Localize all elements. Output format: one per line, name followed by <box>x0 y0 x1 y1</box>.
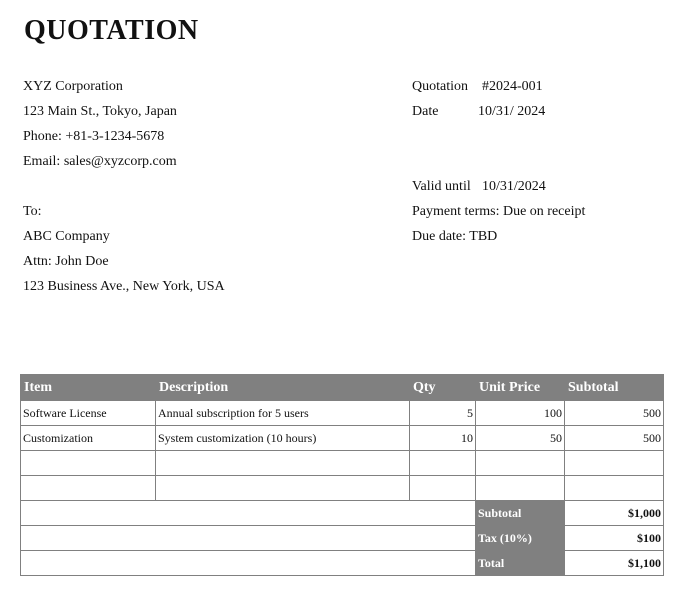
summary-spacer <box>21 526 476 551</box>
summary-total-value: $1,100 <box>565 551 664 576</box>
recipient-company: ABC Company <box>23 229 110 244</box>
seller-name: XYZ Corporation <box>23 79 123 94</box>
payment-terms: Payment terms: Due on receipt <box>412 204 586 219</box>
summary-tax-label: Tax (10%) <box>476 526 565 551</box>
recipient-address: 123 Business Ave., New York, USA <box>23 279 225 294</box>
date-label: Date <box>412 104 439 119</box>
empty-cell <box>156 451 410 476</box>
seller-address: 123 Main St., Tokyo, Japan <box>23 104 177 119</box>
seller-phone: Phone: +81-3-1234-5678 <box>23 129 165 144</box>
empty-cell <box>21 476 156 501</box>
to-label: To: <box>23 204 42 219</box>
summary-spacer <box>21 551 476 576</box>
header-qty: Qty <box>410 375 476 401</box>
summary-subtotal-row <box>21 501 664 526</box>
empty-cell <box>476 476 565 501</box>
table-header-row <box>21 375 664 401</box>
empty-cell <box>565 476 664 501</box>
empty-cell <box>21 451 156 476</box>
row-unit-price: 100 <box>476 401 565 426</box>
table-row-empty <box>21 451 664 476</box>
table-row <box>21 426 664 451</box>
row-description: Annual subscription for 5 users <box>156 401 410 426</box>
summary-spacer <box>21 501 476 526</box>
row-qty: 10 <box>410 426 476 451</box>
quotation-label: Quotation <box>412 79 468 94</box>
empty-cell <box>476 451 565 476</box>
header-description: Description <box>156 375 410 401</box>
summary-total-label: Total <box>476 551 565 576</box>
row-qty: 5 <box>410 401 476 426</box>
recipient-attn: Attn: John Doe <box>23 254 109 269</box>
row-subtotal: 500 <box>565 426 664 451</box>
table-row <box>21 401 664 426</box>
items-table <box>20 374 664 576</box>
row-description: System customization (10 hours) <box>156 426 410 451</box>
empty-cell <box>156 476 410 501</box>
date-value: 10/31/ 2024 <box>478 104 546 119</box>
summary-tax-value: $100 <box>565 526 664 551</box>
empty-cell <box>410 476 476 501</box>
summary-subtotal-label: Subtotal <box>476 501 565 526</box>
document-title: QUOTATION <box>24 15 199 46</box>
summary-tax-row <box>21 526 664 551</box>
empty-cell <box>565 451 664 476</box>
row-subtotal: 500 <box>565 401 664 426</box>
due-date: Due date: TBD <box>412 229 498 244</box>
header-unit-price: Unit Price <box>476 375 565 401</box>
row-unit-price: 50 <box>476 426 565 451</box>
valid-until-label: Valid until <box>412 179 471 194</box>
header-subtotal: Subtotal <box>565 375 664 401</box>
summary-total-row <box>21 551 664 576</box>
seller-email: Email: sales@xyzcorp.com <box>23 154 177 169</box>
quotation-number: #2024-001 <box>482 79 543 94</box>
empty-cell <box>410 451 476 476</box>
row-item: Customization <box>21 426 156 451</box>
table-row-empty <box>21 476 664 501</box>
row-item: Software License <box>21 401 156 426</box>
valid-until-value: 10/31/2024 <box>482 179 546 194</box>
summary-subtotal-value: $1,000 <box>565 501 664 526</box>
header-item: Item <box>21 375 156 401</box>
